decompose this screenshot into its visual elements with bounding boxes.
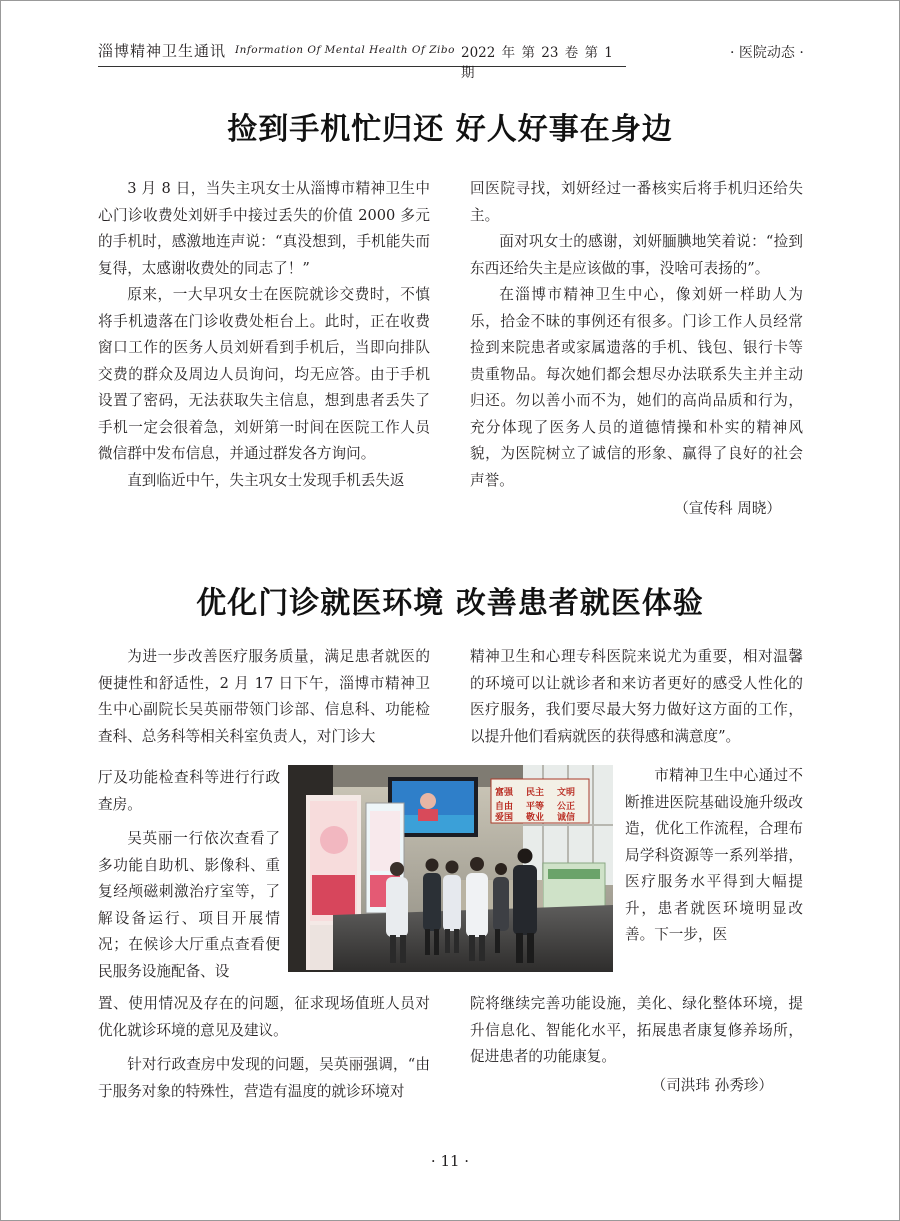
paragraph: 为进一步改善医疗服务质量，满足患者就医的便捷性和舒适性，2 月 17 日下午，淄博市精神卫生中心副院长吴英丽带领门诊部、信息科、功能检查科、总务科等相关科室负责人，对门诊大 xyxy=(98,648,430,745)
paragraph: 市精神卫生中心通过不断推进医院基础设施升级改造，优化工作流程，合理布局学科资源等一系列举措，医疗服务水平得到大幅提升，患者就医环境明显改善。下一步，医 xyxy=(625,767,803,943)
paragraph: 3 月 8 日，当失主巩女士从淄博市精神卫生中心门诊收费处刘妍手中接过丢失的价值 2000 多元的手机时，感激地连声说：“真没想到，手机能失而复得，太感谢收费处的同志了！” xyxy=(98,180,430,277)
paragraph: 院将继续完善功能设施，美化、绿化整体环境，提升信息化、智能化水平，拓展患者康复修养场所，促进患者的功能康复。 xyxy=(470,995,803,1065)
paragraph: 回医院寻找，刘妍经过一番核实后将手机归还给失主。 xyxy=(470,180,803,224)
paragraph: 精神卫生和心理专科医院来说尤为重要，相对温馨的环境可以让就诊者和来访者更好的感受人性化的医疗服务，我们要尽最大努力做好这方面的工作，以提升他们看病就医的获得感和满意度”。 xyxy=(470,648,803,745)
journal-name-en: Information Of Mental Health Of Zibo xyxy=(235,44,455,56)
article2-right-wrap-column xyxy=(625,763,803,949)
paragraph: 置、使用情况及存在的问题，征求现场值班人员对优化就诊环境的意见及建议。 xyxy=(98,995,430,1039)
running-header xyxy=(98,40,626,81)
banner-core-values-right-3: 诚信 xyxy=(557,813,576,823)
banner-core-values-mid-1: 民主 xyxy=(526,788,545,798)
banner-core-values-mid-2: 平等 xyxy=(526,802,545,812)
paragraph: 在淄博市精神卫生中心，像刘妍一样助人为乐，拾金不昧的事例还有很多。门诊工作人员经常捡到来院患者或家属遗落的手机、钱包、银行卡等贵重物品。每次她们都会想尽办法联系失主并主动归还。勿以善小而不为，她们的高尚品质和行为，充分体现了医务人员的道德情操和朴实的精神风貌，为医院树立了诚信的形象、赢得了良好的社会声誉。 xyxy=(470,286,803,489)
byline: （司洪玮 孙秀珍） xyxy=(651,1076,773,1094)
paragraph: 针对行政查房中发现的问题，吴英丽强调，“由于服务对象的特殊性，营造有温度的就诊环境对 xyxy=(98,1056,430,1100)
paragraph: 吴英丽一行依次查看了多功能自助机、影像科、重复经颅磁刺激治疗室等，了解设备运行、项目开展情况；在候诊大厅重点查看便民服务设施配备、设 xyxy=(98,830,280,980)
article2-right-column-lower xyxy=(470,991,803,1099)
article2-right-column xyxy=(470,644,803,750)
paragraph: 厅及功能检查科等进行行政查房。 xyxy=(98,769,280,813)
article1-left-column xyxy=(98,176,430,494)
banner-core-values-left-1: 富强 xyxy=(495,788,514,798)
lobby-inspection-photo xyxy=(288,765,613,972)
banner-core-values-left-2: 自由 xyxy=(495,802,514,812)
banner-core-values-mid-3: 敬业 xyxy=(526,813,545,823)
paragraph: 面对巩女士的感谢，刘妍腼腆地笑着说：“捡到东西还给失主是应该做的事，没啥可表扬的”。 xyxy=(470,233,803,277)
banner-core-values-left-3: 爱国 xyxy=(495,813,514,823)
article2-title: 优化门诊就医环境 改善患者就医体验 xyxy=(196,586,704,621)
section-label: · 医院动态 · xyxy=(730,45,804,61)
article2-left-column xyxy=(98,644,430,750)
issue-info: 2022 年 第 23 卷 第 1 期 xyxy=(461,45,613,81)
article2-left-column-lower xyxy=(98,991,430,1105)
article1-title: 捡到手机忙归还 好人好事在身边 xyxy=(227,112,673,147)
paragraph: 直到临近中午，失主巩女士发现手机丢失返 xyxy=(127,471,405,489)
banner-core-values-right-2: 公正 xyxy=(557,802,576,812)
banner-core-values-right-1: 文明 xyxy=(557,788,576,798)
byline: （宣传科 周晓） xyxy=(674,500,781,517)
article2-left-wrap-column xyxy=(98,765,280,985)
article1-right-column xyxy=(470,176,803,523)
paragraph: 原来，一大早巩女士在医院就诊交费时，不慎将手机遗落在门诊收费处柜台上。此时，正在收费窗口工作的医务人员刘妍看到手机后，当即向排队交费的群众及周边人员询问，均无应答。由于手机设置了密码，无法获取失主信息，想到患者丢失了手机一定会很着急，刘妍第一时间在医院工作人员微信群中发布信息，并通过群发各方询问。 xyxy=(98,286,430,462)
page-number: · 11 · xyxy=(430,1152,470,1170)
journal-name: 淄博精神卫生通讯 xyxy=(98,42,227,60)
